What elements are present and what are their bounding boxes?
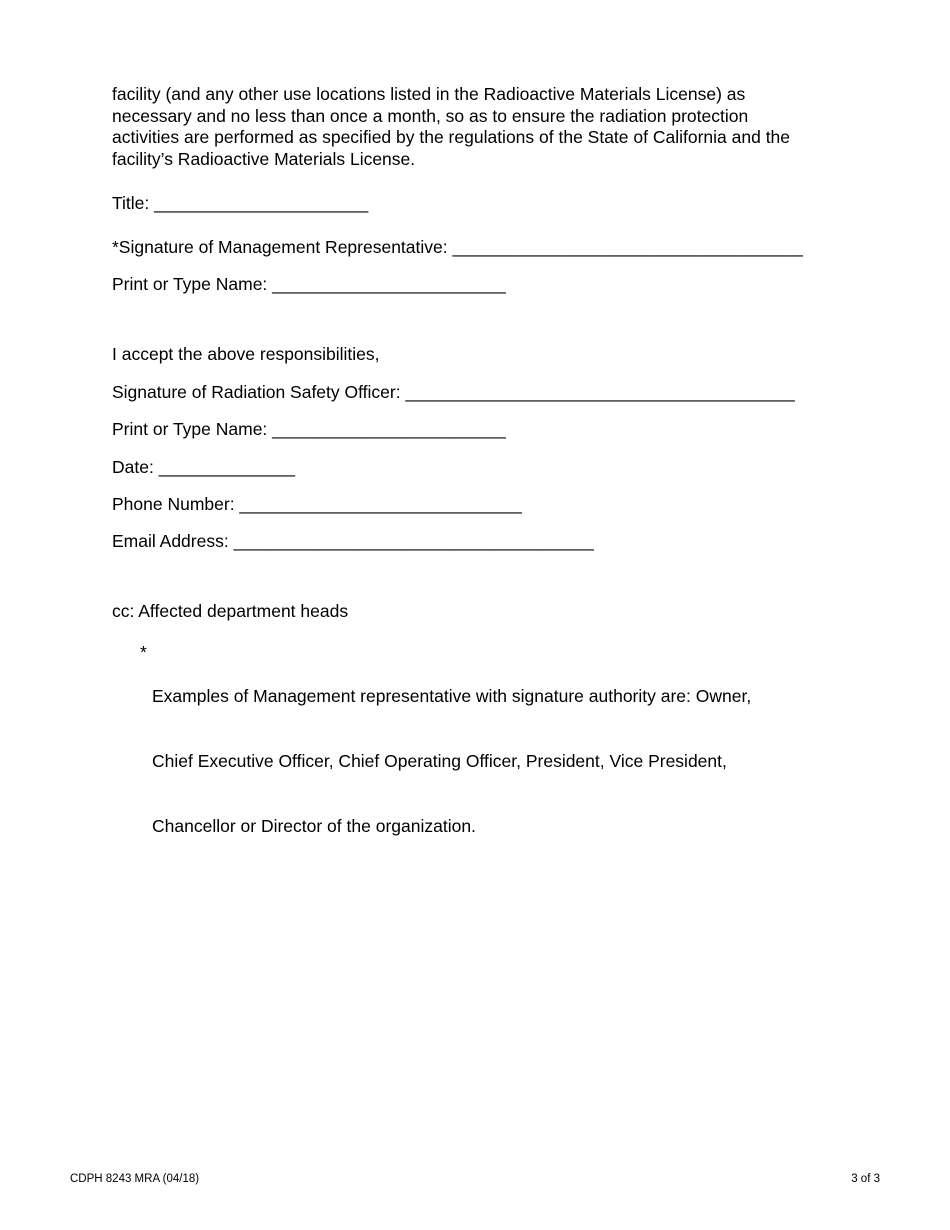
intro-line: facility’s Radioactive Materials License. (112, 148, 416, 169)
intro-line: activities are performed as specified by the regulations of the State of California and the (112, 127, 791, 148)
email-address-field[interactable]: Email Address: _____________________________________ (112, 531, 594, 551)
management-signature-field[interactable]: *Signature of Management Representative: ____________________________________ (112, 237, 803, 257)
intro-paragraph (112, 84, 852, 170)
management-print-name-field[interactable]: Print or Type Name: ________________________ (112, 274, 506, 294)
footnote-line: Chancellor or Director of the organization. (152, 816, 476, 837)
rso-print-name-field[interactable]: Print or Type Name: ________________________ (112, 419, 506, 439)
date-field[interactable]: Date: ______________ (112, 457, 295, 477)
title-field[interactable]: Title: ______________________ (112, 193, 369, 213)
footnote-marker: * (140, 642, 147, 662)
footnote-line: Examples of Management representative with signature authority are: Owner, (152, 685, 752, 706)
rso-signature-field[interactable]: Signature of Radiation Safety Officer: ________________________________________ (112, 382, 795, 402)
footnote-body (152, 642, 751, 882)
cc-line: cc: Affected department heads (112, 601, 349, 621)
accept-responsibilities-text: I accept the above responsibilities, (112, 344, 380, 364)
phone-number-field[interactable]: Phone Number: _____________________________ (112, 494, 522, 514)
intro-line: necessary and no less than once a month, so as to ensure the radiation protection (112, 105, 749, 126)
form-id: CDPH 8243 MRA (04/18) (70, 1173, 200, 1185)
footnote-line: Chief Executive Officer, Chief Operating Officer, President, Vice President, (152, 750, 727, 771)
intro-line: facility (and any other use locations listed in the Radioactive Materials License) as (112, 84, 746, 104)
page-number: 3 of 3 (851, 1173, 880, 1185)
